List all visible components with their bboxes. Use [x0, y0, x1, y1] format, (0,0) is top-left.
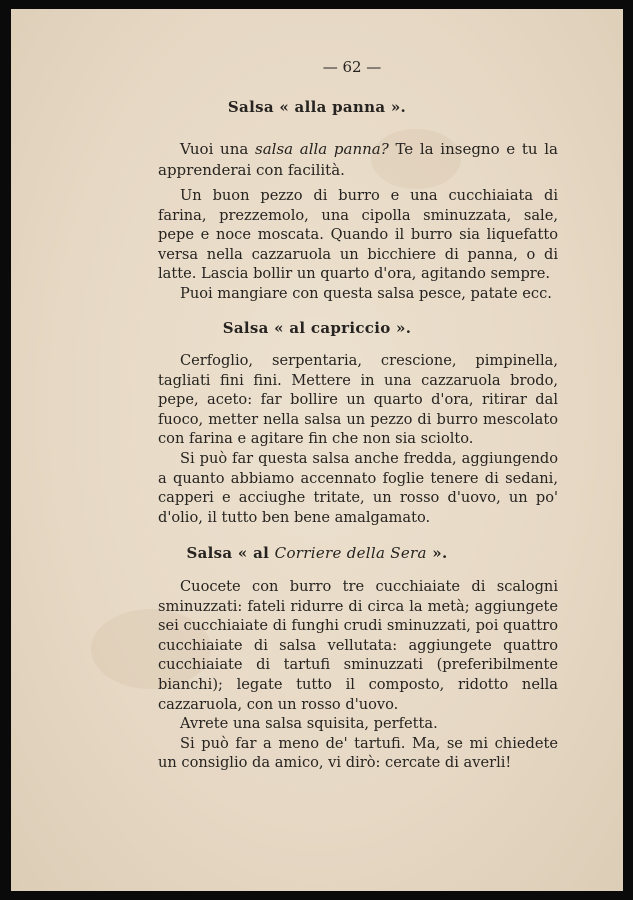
paragraph: Cerfoglio, serpentaria, crescione, pimpinella, tagliati fini fini. Mettere in una cazzaruola brodo, pepe, aceto: far bollire un quarto d'ora, ritirar dal fuoco, metter nella salsa un pezzo di burro mescolato con farina e agitare fin che non sia sciolto.	[158, 352, 558, 448]
section-body-capriccio	[158, 351, 558, 527]
paragraph: Cuocete con burro tre cucchiaiate di scalogni sminuzzati: fateli ridurre di circa la metà; aggiungete sei cucchiaiate di funghi crudi sminuzzati, poi quattro cucchiaiate di salsa vellutata: aggiungete quattro cucchiaiate di tartufi sminuzzati (preferibilmente bianchi); legate tutto il composto, ridotto nella cazzaruola, con un rosso d'uovo.	[158, 578, 558, 713]
paragraph: Avrete una salsa squisita, perfetta.	[180, 715, 438, 733]
paragraph: Un buon pezzo di burro e una cucchiaiata di farina, prezzemolo, una cipolla sminuzzata, sale, pepe e noce moscata. Quando il burro sia liquefatto versa nella cazzaruola un bicchiere di panna, o di latte. Lascia bollir un quarto d'ora, agitando sempre.	[158, 187, 558, 283]
paragraph: Si può far questa salsa anche fredda, aggiungendo a quanto abbiamo accennato foglie tenere di sedani, capperi e acciughe tritate, un rosso d'uovo, un po' d'olio, il tutto ben bene amalgamato.	[158, 449, 558, 526]
paragraph: Si può far a meno de' tartufi. Ma, se mi chiedete un consiglio da amico, vi dirò: cercate di averli!	[158, 734, 558, 772]
section-title-panna: Salsa « alla panna ».	[227, 98, 407, 116]
page-number: — 62 —	[322, 58, 382, 76]
book-page	[11, 9, 623, 891]
section-title-capriccio: Salsa « al capriccio ».	[222, 319, 412, 337]
section-body-panna	[158, 139, 558, 304]
paragraph: Puoi mangiare con questa salsa pesce, patate ecc.	[180, 284, 552, 302]
paragraph: Vuoi una salsa alla panna? Te la insegno e tu la apprenderai con facilità.	[158, 140, 558, 179]
section-body-corriere	[158, 577, 558, 773]
section-title-corriere: Salsa « al Corriere della Sera ».	[186, 544, 448, 562]
